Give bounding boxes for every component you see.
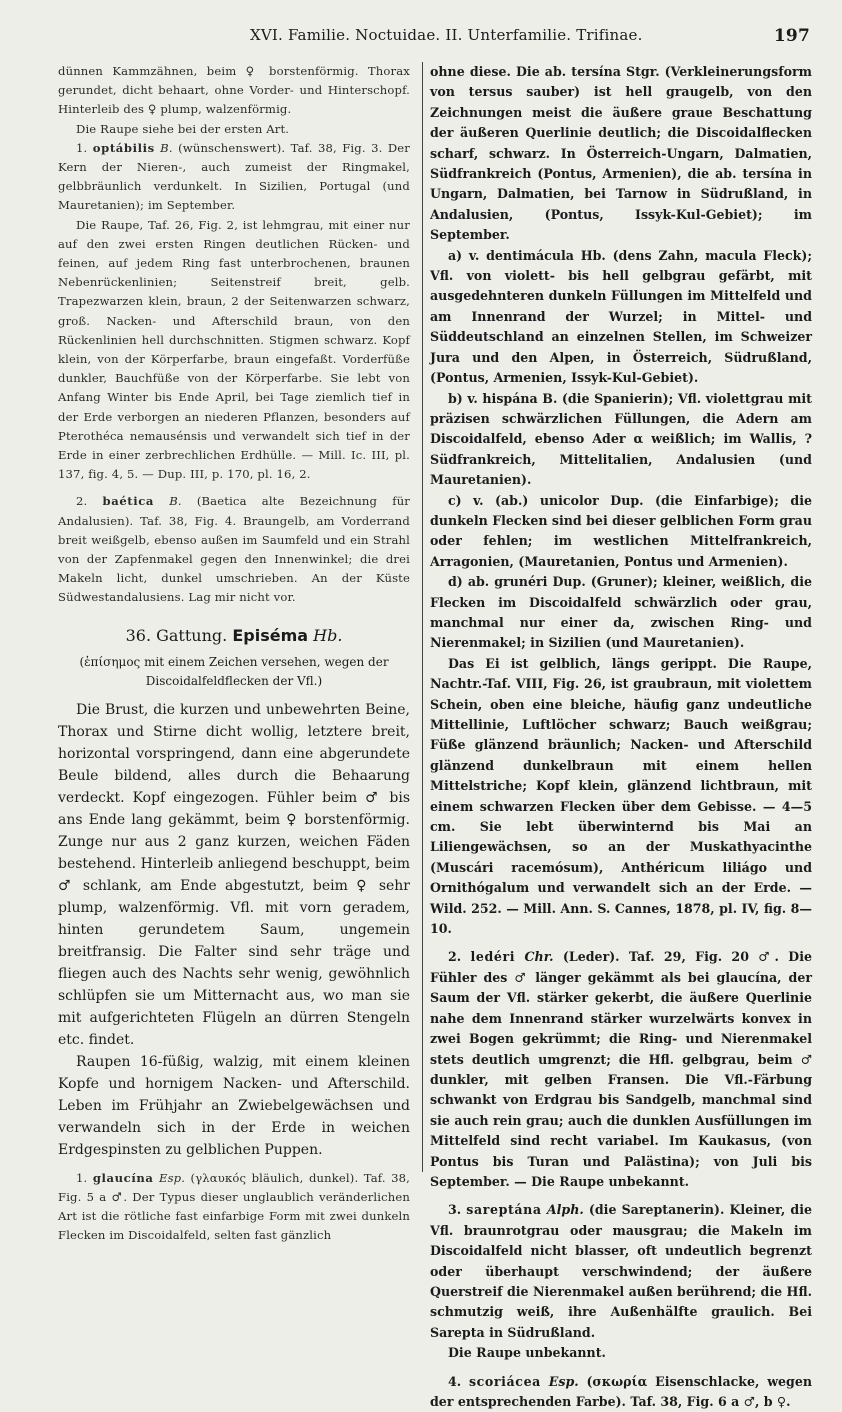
species-author: Esp. xyxy=(548,1373,579,1389)
paragraph-genus-raupen: Raupen 16-füßig, walzig, mit einem kleinen Kopfe und hornigem Nacken- und Afterschild. Leben im Frühjahr an Zwiebelgewächsen und verwandeln sich in der Erde in weichen Erdgespinsten zu gelblichen Puppen. xyxy=(58,1053,410,1158)
column-divider xyxy=(422,62,423,1172)
species-name: ledéri xyxy=(470,949,516,965)
paragraph-ei-raupe: Das Ei ist gelblich, längs gerippt. Die Raupe, Nachtr.-Taf. VIII, Fig. 26, ist graubraun, mit violettem Schein, oben eine bleiche, häufig ganz undeutliche Mittellinie, Luftlöcher schwarz; Bauch weißgrau; Füße glänzend bräunlich; Nacken- und Afterschild glänzend dunkelbraun mit einem hellen Mittelstriche; Kopf klein, glänzend lichtbraun, mit einem schwarzen Flecken über dem Gebisse. — 4—5 cm. Sie lebt überwinternd bis Mai an Liliengewächsen, so an der Muskathyacinthe (Muscári racemósum), Anthéricum liliágo und Ornithógalum und verwandelt sich an der Erde. — Wild. 252. — Mill. Ann. S. Cannes, 1878, pl. IV, fig. 8—10. xyxy=(430,655,812,937)
variety-d: d) ab. grunéri Dup. (Gruner); kleiner, weißlich, die Flecken im Discoidalfeld schwärzlich oder grau, manchmal nur einer da, zwischen Ring- und Nierenmakel; in Sizilien (und Mauretanien). xyxy=(430,574,812,651)
species-number: 3. xyxy=(448,1202,462,1218)
species-description: (γλαυκός bläulich, dunkel). Taf. 38, Fig. 5 a ♂. Der Typus dieser unglaublich veränderlichen Art ist die rötliche fast einfarbige Form mit zwei dunkeln Flecken im Discoidalfeld, selten fast gänzlich xyxy=(58,1170,410,1243)
species-author: Chr. xyxy=(524,949,554,965)
running-header xyxy=(250,26,810,50)
species-entry-glaucina xyxy=(58,1169,410,1246)
species-entry-lederi xyxy=(430,947,812,1192)
species-name: glaucína xyxy=(92,1170,154,1185)
variety-a: a) v. dentimácula Hb. (dens Zahn, macula Fleck); Vfl. von violett- bis hell gelbgrau gefärbt, mit ausgedehnteren dunkeln Füllungen im Mittelfeld und am Innenrand der Wurzel; in Mittel- und Süddeutschland an einzelnen Stellen, im Schweizer Jura und den Alpen, in Österreich, Südrußland, (Pontus, Armenien, Issyk-Kul-Gebiet). xyxy=(430,247,812,386)
genus-name: Episéma xyxy=(232,625,309,645)
species-author: Alph. xyxy=(546,1202,584,1218)
spacer xyxy=(430,939,812,947)
species-name: scoriácea xyxy=(468,1373,541,1389)
page-number: 197 xyxy=(773,26,810,46)
variety-b: b) v. hispána B. (die Spanierin); Vfl. violettgrau mit präzisen schwärzlichen Füllungen, die Adern am Discoidalfeld, ebenso Ader α weißlich; im Wallis, ? Südfrankreich, Mittelitalien, Andalusien (und Mauretanien). xyxy=(430,390,812,488)
species-description: (σκωρία Eisenschlacke, wegen der entsprechenden Farbe). Taf. 38, Fig. 6 a ♂, b ♀. xyxy=(430,1373,813,1409)
species-author: B. xyxy=(169,494,182,509)
paragraph-fuehler: dünnen Kammzähnen, beim ♀ borstenförmig. Thorax gerundet, dicht behaart, ohne Vorder- und Hinterschopf. Hinterleib des ♀ plump, walzenförmig. xyxy=(58,64,410,117)
genus-heading xyxy=(58,626,410,645)
species-entry-optabilis xyxy=(58,139,410,216)
species-description: (wünschenswert). Taf. 38, Fig. 3. Der Kern der Nieren-, auch zumeist der Ringmakel, gelbbräunlich verdunkelt. In Sizilien, Portugal (und Mauretanien); im September. xyxy=(58,140,410,213)
species-name: baética xyxy=(102,494,155,509)
paragraph-glaucina-cont: ohne diese. Die ab. tersína Stgr. (Verkleinerungsform von tersus sauber) ist hell graugelb, von den Zeichnungen meist die äußere graue Beschattung der äußeren Querlinie deutlich; die Discoidalflecken scharf, schwarz. In Österreich-Ungarn, Dalmatien, Südfrankreich (Pontus, Armenien), die ab. tersína in Ungarn, Dalmatien, bei Tarnow in Südrußland, in Andalusien, (Pontus, Issyk-Kul-Gebiet); im September. xyxy=(430,64,812,243)
species-number: 2. xyxy=(76,494,88,509)
paragraph-genus-description: Die Brust, die kurzen und unbewehrten Beine, Thorax und Stirne dicht wollig, letztere breit, horizontal vorspringend, dann eine abgerundete Beule bildend, alles durch die Behaarung verdeckt. Kopf eingezogen. Fühler beim ♂ bis ans Ende lang gekämmt, beim ♀ borstenförmig. Zunge nur aus 2 ganz kurzen, weichen Fäden bestehend. Hinterleib anliegend beschuppt, beim ♂ schlank, am Ende abgestutzt, beim ♀ sehr plump, walzenförmig. Vfl. mit vorn geradem, hinten gerundetem Saum, ungemein breitfransig. Die Falter sind sehr träge und fliegen auch des Nachts sehr wenig, gewöhnlich schlüpfen sie um Mitternacht aus, wo man sie mit aufgerichteten Flügeln an dürren Stengeln etc. findet. xyxy=(58,701,410,1048)
paragraph-raupe-ref: Die Raupe siehe bei der ersten Art. xyxy=(76,121,290,136)
genus-label: 36. Gattung. xyxy=(125,625,228,645)
paragraph-optabilis-raupe: Die Raupe, Taf. 26, Fig. 2, ist lehmgrau, mit einer nur auf den zwei ersten Ringen deutlichen Rücken- und feinen, auf jedem Ring fast unterbrochenen, braunen Nebenrückenlinien; Seitenstreif breit, gelb. Trapezwarzen klein, braun, 2 der Seitenwarzen schwarz, groß. Nacken- und Afterschild braun, von den Rückenlinien hell durchschnitten. Stigmen schwarz. Kopf klein, von der Körperfarbe, braun eingefaßt. Vorderfüße dunkler, Bauchfüße von der Körperfarbe. Sie lebt von Anfang Winter bis Ende April, bei Tage ziemlich tief in der Erde verborgen an niederen Pflanzen, besonders auf Pterothéca nemausénsis und verwandelt sich tief in der Erde in einer zerbrechlichen Erdhülle. — Mill. Ic. III, pl. 137, fig. 4, 5. — Dup. III, p. 170, pl. 16, 2. xyxy=(58,217,410,482)
right-column xyxy=(430,62,813,1409)
genus-etymology: (ἐπίσημος mit einem Zeichen versehen, wegen der Discoidalfeldflecken der Vfl.) xyxy=(79,654,389,688)
variety-c: c) v. (ab.) unicolor Dup. (die Einfarbige); die dunkeln Flecken sind bei dieser gelblichen Form grau oder fehlen; im westlichen Mittelfrankreich, Arragonien, (Mauretanien, Pontus und Armenien). xyxy=(430,492,812,569)
species-entry-sareptana xyxy=(430,1200,812,1343)
species-number: 1. xyxy=(76,140,88,155)
spacer xyxy=(58,484,410,492)
paragraph-sareptana-raupe: Die Raupe unbekannt. xyxy=(448,1345,606,1361)
species-number: 2. xyxy=(448,949,462,965)
species-name: sareptána xyxy=(466,1202,542,1218)
species-author: B. xyxy=(160,140,173,155)
spacer xyxy=(58,1161,410,1169)
spacer xyxy=(430,1192,812,1200)
species-name: optábilis xyxy=(92,140,155,155)
species-number: 1. xyxy=(76,1170,88,1185)
species-description: (Leder). Taf. 29, Fig. 20 ♂. Die Fühler des ♂ länger gekämmt als bei glaucína, der Saum der Vfl. stärker gekerbt, die äußere Querlinie nahe dem Innenrand stärker wurzelwärts konvex in zwei Bogen gekrümmt; die Ring- und Nierenmakel stets deutlich umgrenzt; die Hfl. gelbgrau, beim ♂ dunkler, mit gelben Fransen. Die Vfl.-Färbung schwankt von Erdgrau bis Sandgelb, manchmal sind sie auch rein grau; auch die dunklen Ausfüllungen im Mittelfeld sind recht variabel. Im Kaukasus, (von Pontus bis Turan und Palästina); von Juli bis September. — Die Raupe unbekannt. xyxy=(430,949,813,1189)
header-title: XVI. Familie. Noctuidae. II. Unterfamilie. Trifinae. xyxy=(250,26,643,44)
species-description: (die Sareptanerin). Kleiner, die Vfl. braunrotgrau oder mausgrau; die Makeln im Discoidalfeld nicht blasser, oft undeutlich begrenzt oder überhaupt verschwindend; der äußere Querstreif die Nierenmakel außen berührend; die Hfl. schmutzig weiß, ihre Außenhälfte graulich. Bei Sarepta in Südrußland. xyxy=(430,1202,813,1340)
genus-author: Hb. xyxy=(313,625,343,645)
species-number: 4. xyxy=(448,1373,462,1389)
species-description: (Baetica alte Bezeichnung für Andalusien). Taf. 38, Fig. 4. Braungelb, am Vorderrand breit weißgelb, ebenso außen im Saumfeld und ein Strahl von der Zapfenmakel gegen den Innenwinkel; die drei Makeln licht, dunkel umschrieben. An der Küste Südwestandalusiens. Lag mir nicht vor. xyxy=(58,494,411,605)
species-entry-baetica xyxy=(58,492,410,607)
left-column xyxy=(58,62,411,1243)
species-entry-scoriacea xyxy=(430,1372,812,1412)
species-author: Esp. xyxy=(158,1170,186,1185)
spacer xyxy=(430,1364,812,1372)
